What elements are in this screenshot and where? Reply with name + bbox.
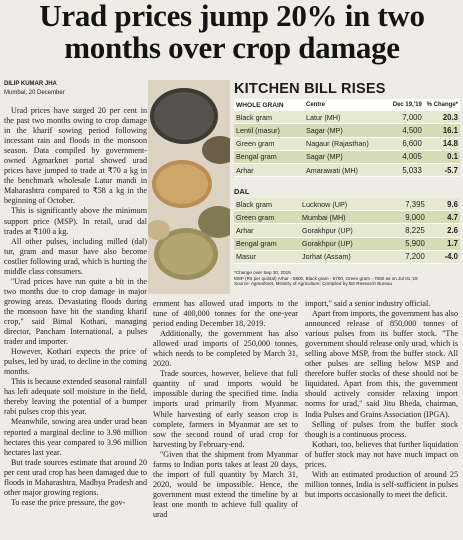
centre-cell: Gorakhpur (UP) — [300, 237, 382, 250]
dal-label: DAL — [234, 187, 250, 196]
paragraph: This is because extended seasonal rainfall has left adequate soil moisture in the field, thereby leaving the potential of a bumper rabi pulses crop this year. — [4, 377, 147, 417]
pulses-photo — [148, 80, 230, 294]
item-cell: Green gram — [234, 211, 300, 224]
price-cell: 7,000 — [390, 111, 424, 124]
item-cell: Arhar — [234, 163, 304, 176]
note-change: *Change over Sep 30, 2019 — [234, 270, 291, 275]
paragraph: Meanwhile, sowing area under urad bean reported a marginal decline to 3.98 million hectares this year compared to 3.96 million hectares last year. — [4, 417, 147, 457]
table-row — [234, 111, 460, 124]
whole-grain-table — [234, 99, 460, 177]
dateline: Mumbai, 20 December — [4, 90, 65, 96]
change-cell: 0.1 — [424, 150, 460, 163]
change-cell: 2.6 — [427, 224, 460, 237]
centre-cell: Sagar (MP) — [304, 124, 390, 137]
price-cell: 7,200 — [382, 250, 427, 263]
price-cell: 7,395 — [382, 198, 427, 211]
centre-cell: Jorhat (Assam) — [300, 250, 382, 263]
box-title: KITCHEN BILL RISES — [234, 81, 386, 97]
centre-cell: Mumbai (MH) — [300, 211, 382, 224]
paragraph: Urad prices have surged 20 per cent in the past two months owing to crop damage in the kharif sowing period following incessant rain and floods in the monsoon season. Data compiled by government-owned Agmarknet portal showed urad prices have jumped to trade at ₹70 a kg in the benchmark wholesale Latur mandi in Maharashtra compared to ₹58 a kg in the beginning of October. — [4, 106, 147, 206]
paragraph: Trade sources, however, believe that full quantity of urad imports would be impossible during the specified time. India imports urad primarily from Myanmar. While harvesting of early season crop is complete, farmers in Myanmar are set to sow the second round of urad crop for harvesting by February-end. — [153, 369, 298, 449]
paragraph: Kothari, too, believes that further liquidation of buffer stock may not have much impact on prices. — [305, 439, 458, 469]
article-column-3 — [305, 299, 458, 537]
table-row — [234, 237, 460, 250]
change-cell: -5.7 — [424, 163, 460, 176]
change-cell: 1.7 — [427, 237, 460, 250]
price-cell: 6,600 — [390, 137, 424, 150]
pulses-bowls-image — [148, 80, 230, 294]
box-notes — [234, 270, 460, 287]
item-cell: Lentil (masur) — [234, 124, 304, 137]
col-header-date: Dec 19,'19 — [390, 99, 424, 111]
paragraph: But trade sources estimate that around 20 per cent urad crop has been damaged due to floods in Maharashtra, Madhya Pradesh and other major growing regions. — [4, 457, 147, 497]
centre-cell: Sagar (MP) — [304, 150, 390, 163]
centre-cell: Latur (MH) — [304, 111, 390, 124]
table-row — [234, 250, 460, 263]
price-cell: 9,000 — [382, 211, 427, 224]
item-cell: Bengal gram — [234, 150, 304, 163]
paragraph: However, Kothari expects the price of pulses, led by urad, to decline in the coming months. — [4, 347, 147, 377]
article-column-2 — [153, 299, 298, 537]
table-row — [234, 137, 460, 150]
table-row — [234, 198, 460, 211]
paragraph: Additionally, the government has also allowed urad imports of 250,000 tonnes, which needs to be completed by March 31, 2020. — [153, 329, 298, 369]
col-header-change: % Change* — [424, 99, 460, 111]
paragraph: ernment has allowed urad imports to the tune of 400,000 tonnes for the one-year period ending December 18, 2019. — [153, 299, 298, 329]
centre-cell: Amarawati (MH) — [304, 163, 390, 176]
change-cell: -4.0 — [427, 250, 460, 263]
paragraph: "Given that the shipment from Myanmar farms to Indian ports takes at least 20 days, the import of full quantity by March 31, 2020, would be impossible. Hence, the government must extend the timeline by at least one month to achieve full quality of urad — [153, 449, 298, 519]
col-header-whole-grain: WHOLE GRAIN — [234, 99, 304, 111]
paragraph: To ease the price pressure, the gov- — [11, 497, 126, 507]
note-msp: MSP (Rs per quintal) Arhar - 5800, Black gram - 5700, Green gram - 7050 as on Jul 01,'19 — [234, 275, 418, 281]
price-cell: 5,033 — [390, 163, 424, 176]
centre-cell: Nagaur (Rajasthan) — [304, 137, 390, 150]
item-cell: Black gram — [234, 198, 300, 211]
note-source: Source: Agmarknet, Ministry of Agriculture; Compiled by BS Research Bureau — [234, 281, 393, 287]
paragraph: import," said a senior industry official. — [305, 299, 431, 308]
article-column-1 — [4, 106, 147, 536]
change-cell: 20.3 — [424, 111, 460, 124]
col-header-centre: Centre — [304, 99, 390, 111]
centre-cell: Gorakhpur (UP) — [300, 224, 382, 237]
item-cell: Arhar — [234, 224, 300, 237]
price-cell: 4,005 — [390, 150, 424, 163]
table-row — [234, 224, 460, 237]
price-cell: 8,225 — [382, 224, 427, 237]
paragraph: Selling of pulses from the buffer stock though is a continuous process. — [305, 419, 458, 439]
centre-cell: Lucknow (UP) — [300, 198, 382, 211]
headline: Urad prices jump 20% in two months over crop damage — [39, 0, 425, 65]
price-cell: 4,500 — [390, 124, 424, 137]
item-cell: Masur — [234, 250, 300, 263]
item-cell: Bengal gram — [234, 237, 300, 250]
paragraph: Apart from imports, the government has also announced release of 850,000 tonnes of various pulses from its buffer stock. "The government should release only urad, which is selling above MSP, from the buffer stock. All other pulses are selling below MSP and therefore buffer stocks of these should not be liquidated. Apart from this, the government should actively consider relaxing import norms for urad," said Jitu Bheda, chairman, India Pulses and Grains Association (IPGA). — [305, 309, 458, 419]
paragraph: With an estimated production of around 25 million tonnes, India is self-sufficient in pulses but imports occasionally to meet the deficit. — [305, 469, 458, 499]
item-cell: Black gram — [234, 111, 304, 124]
change-cell: 14.8 — [424, 137, 460, 150]
table-row — [234, 163, 460, 176]
item-cell: Green gram — [234, 137, 304, 150]
paragraph: All other pulses, including milled (dal) tur, gram and masur have also become costlier following urad, which is hurting the middle class consumers. — [4, 236, 147, 276]
dal-table — [234, 198, 460, 264]
byline: DILIP KUMAR JHA — [4, 81, 57, 87]
paragraph: This is significantly above the minimum support price (MSP). In retail, urad dal trades at ₹100 a kg. — [4, 206, 147, 236]
change-cell: 4.7 — [427, 211, 460, 224]
table-row — [234, 211, 460, 224]
change-cell: 16.1 — [424, 124, 460, 137]
table-row — [234, 124, 460, 137]
table-row — [234, 150, 460, 163]
paragraph: "Urad prices have run quite a bit in the two months due to crop damage in major growing areas. Devastating floods during the monsoon have hit the standing kharif crop," said Bimal Kothari, managing director, Pancham International, a pulses trader and importer. — [4, 276, 147, 347]
price-cell: 5,900 — [382, 237, 427, 250]
change-cell: 9.6 — [427, 198, 460, 211]
